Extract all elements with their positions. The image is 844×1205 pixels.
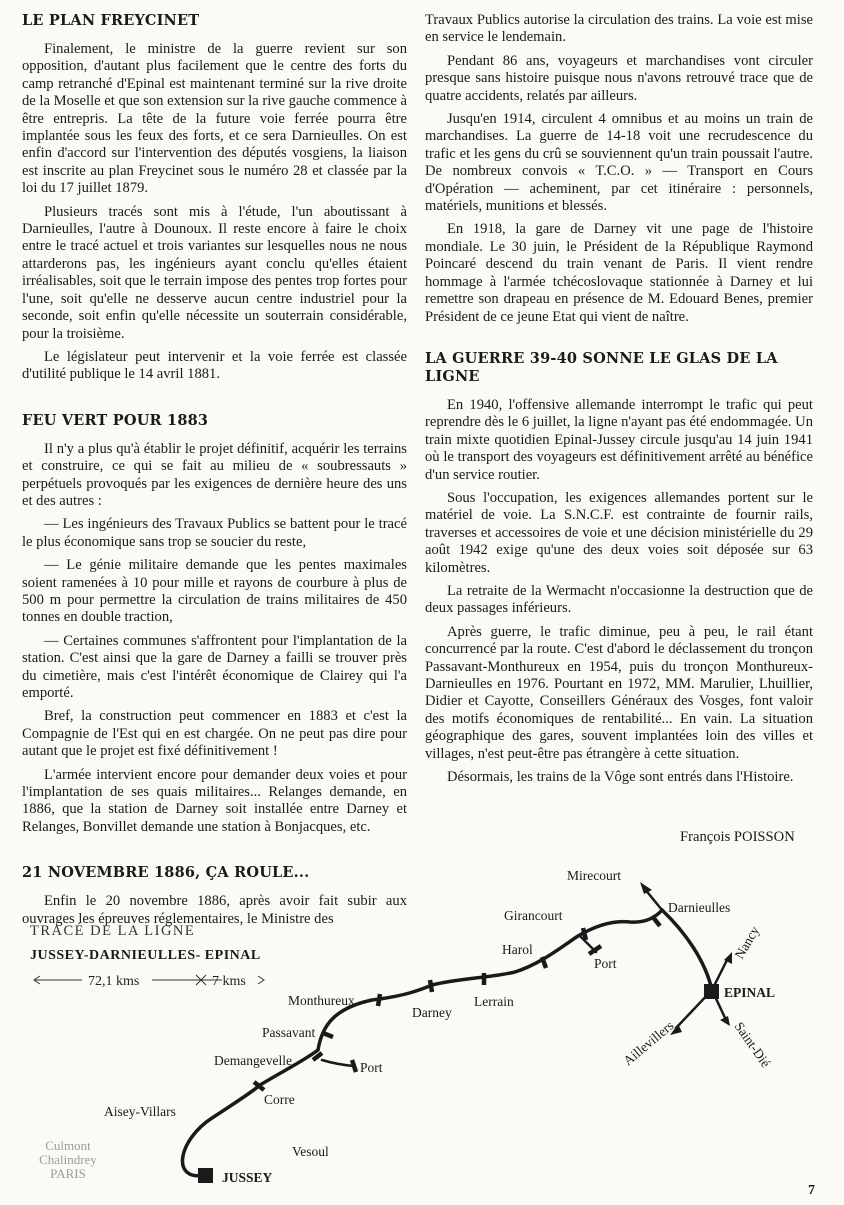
- station-vesoul: Vesoul: [292, 1144, 329, 1159]
- heading-guerre-39-40: LA GUERRE 39-40 SONNE LE GLAS DE LA LIGNE: [425, 349, 778, 385]
- faded-label-culmont: Culmont: [45, 1138, 91, 1153]
- station-aillevillers: Aillevillers: [620, 1017, 677, 1069]
- heading-feu-vert: FEU VERT POUR 1883: [22, 411, 209, 429]
- paragraph: — Le génie militaire demande que les pentes maximales soient ramenées à 10 pour mille et rayons de courbure à plus de 500 m pour permettre la circulation de trains militaires de 450 tonnes en double traction,: [22, 557, 407, 626]
- branch-port-1: [322, 1060, 354, 1066]
- arrow-saint-die: [720, 1016, 730, 1026]
- distance-label-2: 7 kms: [212, 974, 246, 989]
- left-column: [22, 12, 407, 934]
- station-passavant: Passavant: [262, 1025, 316, 1040]
- station-port-2: Port: [594, 956, 617, 971]
- paragraph: — Certaines communes s'affrontent pour l'implantation de la station. C'est ainsi que la gare de Darney a failli se trouver près du cimetière, mais c'est l'intérêt économique de Clairey qui l'a emporté.: [22, 632, 407, 701]
- station-monthureux: Monthureux: [288, 993, 355, 1008]
- paragraph: Désormais, les trains de la Vôge sont entrés dans l'Histoire.: [447, 769, 794, 786]
- paragraph: Plusieurs tracés sont mis à l'étude, l'un aboutissant à Darnieulles, l'autre à Dounoux. Il reste encore à faire le choix entre le tracé actuel et trois variantes sur lesquelles nous ne nous attarderons pas, les ingénieurs ayant conclu qu'elles étaient irréalisables, soit que le terrain impose des pentes trop fortes pour l'une, soit qu'elle ne desserve aucun centre industriel pour la seconde, soit enfin qu'elle nécessite un souterrain considérable, pour la troisième.: [22, 203, 407, 342]
- station-harol: Harol: [502, 942, 533, 957]
- paragraph: Finalement, le ministre de la guerre revient sur son opposition, d'autant plus facilement que le centre des forts du camp retranché d'Epinal est maintenant terminé sur la rive droite de la Moselle et que son extension sur la rive gauche commence à être entrepris. La tête de la future voie ferrée pourra être implantée sous les feux des forts, et ce sera Darnieulles. On est enfin d'accord sur l'intervention des députés vosgiens, la liaison est inscrite au plan Freycinet sous le numéro 28 et classée par la loi du 17 juillet 1879.: [22, 41, 407, 197]
- paragraph: La retraite de la Wermacht n'occasionne la destruction que de deux passages inférieurs.: [425, 582, 813, 617]
- railway-track: [182, 910, 712, 1176]
- paragraph: Enfin le 20 novembre 1886, après avoir fait subir aux ouvrages les épreuves réglementaires, le Ministre des: [22, 893, 407, 927]
- map-title: TRACÉ DE LA LIGNE: [30, 923, 196, 939]
- page-number: 7: [808, 1183, 815, 1198]
- paragraph: Pendant 86 ans, voyageurs et marchandises vont circuler presque sans histoire puisque nous n'avons retrouvé trace que de quatre accidents, relatés par ailleurs.: [425, 52, 813, 104]
- faded-label-chalindrey: Chalindrey: [39, 1152, 97, 1167]
- paragraph: Travaux Publics autorise la circulation des trains. La voie est mise en service le lendemain.: [425, 12, 813, 46]
- station-saint-die: Saint-Dié: [731, 1019, 774, 1071]
- paragraph: Après guerre, le trafic diminue, peu à peu, le rail étant concurrencé par la route. C'est d'abord le déclassement du tronçon Passavant-Monthureux en 1954, puis du tronçon Monthureux-Darnieulles en 1976. Pourtant en 1972, MM. Marulier, Lhuillier, Didier et Cayotte, Conseillers Généraux des Vosges, font valoir des motifs économiques de rentabilité... En vain. La situation géographique des gares, souvent implantées loin des villes et villages, n'est peut-être pas étrangère à cette situation.: [425, 623, 813, 762]
- right-column: [425, 12, 813, 792]
- heading-plan-freycinet: LE PLAN FREYCINET: [22, 12, 200, 29]
- jussey-terminal: [198, 1168, 213, 1183]
- station-darnieulles: Darnieulles: [668, 900, 731, 915]
- paragraph: Bref, la construction peut commencer en 1883 et c'est la Compagnie de l'Est qui en est chargée. On ne peut pas dire pour autant que le projet est fixé définitivement !: [22, 708, 407, 760]
- author-signature: François POISSON: [680, 829, 795, 845]
- map-subtitle: JUSSEY-DARNIEULLES- EPINAL: [30, 948, 261, 963]
- paragraph: Le législateur peut intervenir et la voie ferrée est classée d'utilité publique le 14 avril 1881.: [22, 348, 407, 383]
- station-aisey-villars: Aisey-Villars: [104, 1104, 176, 1119]
- distance-label-1: 72,1 kms: [88, 974, 140, 989]
- station-jussey: JUSSEY: [222, 1170, 273, 1185]
- paragraph: — Les ingénieurs des Travaux Publics se battent pour le tracé le plus économique sans trop se soucier du reste,: [22, 516, 407, 550]
- paragraph: En 1940, l'offensive allemande interrompt le trafic qui peut reprendre dès le 6 juillet, la ligne n'ayant pas été endommagée. Un train mixte quotidien Epinal-Jussey circule jusqu'au 14 juin 1941 où le transport des voyageurs est définitivement arrêté au bénéfice d'un service routier.: [425, 396, 814, 483]
- arrow-mirecourt: [640, 882, 652, 894]
- station-lerrain: Lerrain: [474, 994, 514, 1009]
- station-nancy: Nancy: [731, 923, 763, 962]
- paragraph: Sous l'occupation, les exigences allemandes portent sur le matériel de voie. La S.N.C.F. est contrainte de fournir rails, traverses et accessoires de voie et une décision ministérielle du 29 août 1942 exige qu'une des deux voies soit déposée sur 63 kilomètres.: [425, 489, 813, 576]
- station-epinal: EPINAL: [724, 985, 776, 1000]
- station-darney: Darney: [412, 1005, 452, 1020]
- station-corre: Corre: [264, 1092, 295, 1107]
- paragraph: En 1918, la gare de Darney vit une page de l'histoire mondiale. Le 30 juin, le Président de la République Raymond Poincaré descend du train venant de Paris. Il vient rendre hommage à l'armée tchécoslovaque stationnée à Darney et lui remettre son drapeau en présence de M. Edouard Benes, premier Président de ce jeune Etat qui vient de naître.: [425, 221, 813, 325]
- station-mirecourt: Mirecourt: [567, 868, 621, 883]
- heading-ca-roule: 21 NOVEMBRE 1886, ÇA ROULE...: [22, 864, 310, 882]
- station-girancourt: Girancourt: [504, 908, 563, 923]
- railway-line-map: [0, 860, 844, 1190]
- station-demangevelle: Demangevelle: [214, 1053, 292, 1068]
- epinal-terminal: [704, 984, 719, 999]
- paragraph: Jusqu'en 1914, circulent 4 omnibus et au moins un train de marchandises. La guerre de 14-18 voit une recrudescence du trafic et les gens du crû se souviennent qu'un train poussait l'autre. De nombreux convois « T.C.O. » — Transport en Cours d'Opération — acheminent, par cet itinéraire : personnels, matériels, munitions et blessés.: [425, 111, 813, 215]
- station-port-1: Port: [360, 1060, 383, 1075]
- faded-label-paris: PARIS: [50, 1166, 86, 1181]
- paragraph: Il n'y a plus qu'à établir le projet définitif, acquérir les terrains et construire, ce qui se fait au milieu de « soubressauts » perpétuels provoqués par les exigences de dernière heure des uns et des autres :: [22, 440, 407, 509]
- paragraph: L'armée intervient encore pour demander deux voies et pour l'implantation de ses quais militaires... Relanges demande, en 1886, que la station de Darney soit installée entre Darney et Relanges, Bonvillet demande une station à Bonjacques, etc.: [22, 766, 407, 835]
